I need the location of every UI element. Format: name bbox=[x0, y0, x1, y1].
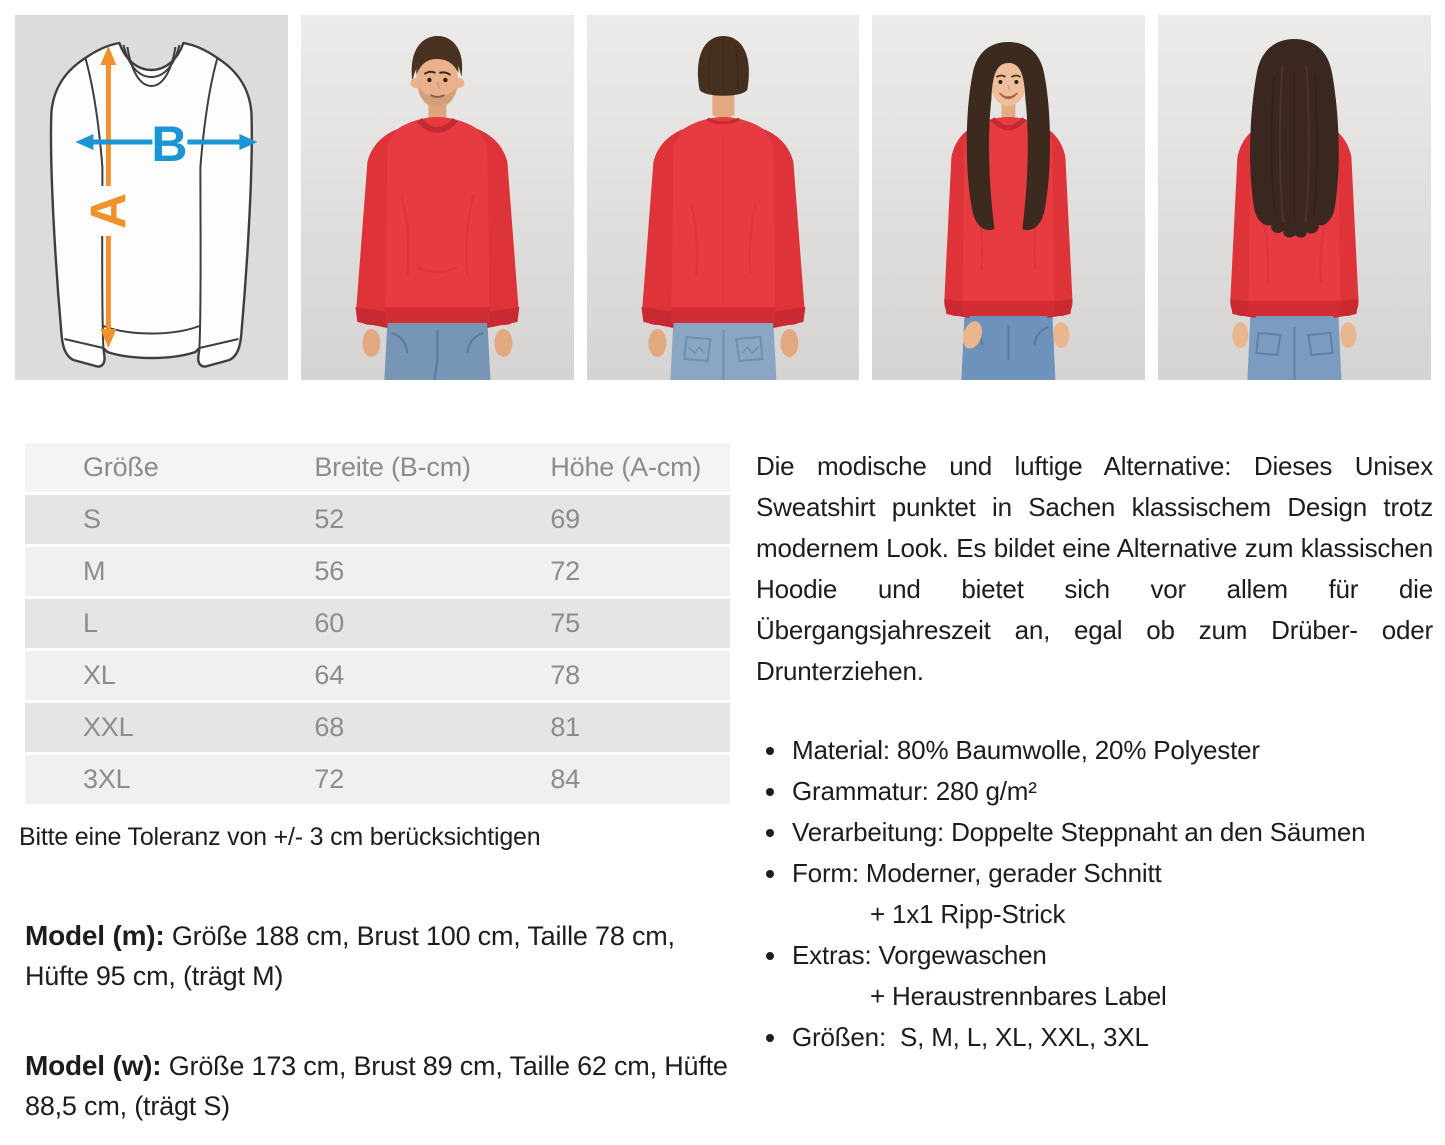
feature-material: Material: 80% Baumwolle, 20% Polyester bbox=[792, 735, 1260, 765]
cell-height: 81 bbox=[550, 712, 580, 742]
model-w-text: Größe 173 cm, Brust 89 cm, Taille 62 cm, Hüfte 88,5 cm, (trägt S) bbox=[25, 1051, 728, 1121]
size-table-header-row bbox=[25, 443, 730, 492]
table-row bbox=[25, 495, 730, 544]
description-column bbox=[756, 440, 1435, 1126]
col-header-height: Höhe (A-cm) bbox=[550, 452, 702, 482]
size-diagram-panel bbox=[15, 15, 288, 380]
table-row bbox=[25, 651, 730, 700]
cell-size: L bbox=[83, 608, 98, 638]
label-b: B bbox=[151, 116, 188, 172]
woman-front-illustration bbox=[872, 15, 1145, 380]
bullet-dot bbox=[766, 829, 774, 837]
bullet-dot bbox=[766, 788, 774, 796]
feature-extras-line1: Extras: Vorgewaschen bbox=[792, 940, 1047, 970]
list-item bbox=[756, 1023, 1433, 1051]
cell-width: 72 bbox=[314, 764, 345, 794]
feature-verarbeitung: Verarbeitung: Doppelte Steppnaht an den Säumen bbox=[792, 817, 1366, 847]
cell-height: 69 bbox=[550, 504, 580, 534]
feature-list bbox=[756, 736, 1433, 1051]
hand bbox=[494, 329, 512, 357]
product-description: Die modische und luftige Alternative: Dieses Unisex Sweatshirt punktet in Sachen klassischem Design trotz modernem Look. Es bildet eine Alternative zum klassischen Hoodie und bietet sich vor allem für die Übergangsjahreszeit an, egal ob zum Drüber- oder Drunterziehen. bbox=[756, 451, 1433, 686]
feature-extras bbox=[792, 941, 1167, 1010]
man-back-illustration bbox=[587, 15, 860, 380]
feature-form bbox=[792, 859, 1162, 928]
cell-size: 3XL bbox=[83, 764, 131, 794]
size-info-column bbox=[19, 440, 730, 1126]
cell-width: 60 bbox=[314, 608, 345, 638]
col-header-width: Breite (B-cm) bbox=[314, 452, 471, 482]
list-item bbox=[756, 941, 1433, 1010]
hand bbox=[1341, 322, 1357, 348]
model-m-text: Größe 188 cm, Brust 100 cm, Taille 78 cm, Hüfte 95 cm, (trägt M) bbox=[25, 921, 675, 991]
list-item bbox=[756, 818, 1433, 846]
model-w-info bbox=[25, 1046, 730, 1126]
list-item bbox=[756, 859, 1433, 928]
product-info-section bbox=[0, 380, 1445, 1126]
photo-woman-front bbox=[872, 15, 1145, 380]
product-image-gallery bbox=[0, 0, 1445, 380]
photo-man-front bbox=[301, 15, 574, 380]
cell-size: XXL bbox=[83, 712, 134, 742]
feature-form-line2: + 1x1 Ripp-Strick bbox=[870, 899, 1066, 929]
cell-width: 56 bbox=[314, 556, 345, 586]
cell-width: 68 bbox=[314, 712, 345, 742]
bullet-dot bbox=[766, 870, 774, 878]
bullet-dot bbox=[766, 952, 774, 960]
hand bbox=[1233, 322, 1249, 348]
cell-height: 84 bbox=[550, 764, 580, 794]
feature-extras-line2: + Heraustrennbares Label bbox=[870, 981, 1167, 1011]
sweatshirt bbox=[355, 117, 519, 328]
feature-form-line1: Form: Moderner, gerader Schnitt bbox=[792, 858, 1162, 888]
label-a: A bbox=[80, 193, 137, 229]
cell-height: 72 bbox=[550, 556, 580, 586]
woman-back-illustration bbox=[1158, 15, 1431, 380]
sweatshirt bbox=[641, 117, 805, 328]
sweatshirt bbox=[945, 117, 1073, 318]
list-item bbox=[756, 736, 1433, 764]
cell-width: 52 bbox=[314, 504, 345, 534]
hand bbox=[648, 329, 666, 357]
hand bbox=[1054, 322, 1070, 348]
hand bbox=[780, 329, 798, 357]
tolerance-note: Bitte eine Toleranz von +/- 3 cm berücksichtigen bbox=[19, 823, 541, 851]
bullet-dot bbox=[766, 747, 774, 755]
model-m-info bbox=[25, 916, 730, 996]
size-table bbox=[25, 440, 730, 807]
model-w-label: Model (w): bbox=[25, 1050, 162, 1081]
hand bbox=[362, 329, 380, 357]
man-front-illustration bbox=[301, 15, 574, 380]
bullet-dot bbox=[766, 1034, 774, 1042]
cell-size: M bbox=[83, 556, 106, 586]
list-item bbox=[756, 777, 1433, 805]
table-row bbox=[25, 703, 730, 752]
cell-width: 64 bbox=[314, 660, 345, 690]
cell-size: S bbox=[83, 504, 101, 534]
cell-height: 78 bbox=[550, 660, 580, 690]
photo-man-back bbox=[587, 15, 860, 380]
col-header-size: Größe bbox=[83, 452, 159, 482]
table-row bbox=[25, 755, 730, 804]
feature-groessen: Größen: S, M, L, XL, XXL, 3XL bbox=[792, 1022, 1149, 1052]
photo-woman-back bbox=[1158, 15, 1431, 380]
feature-grammatur: Grammatur: 280 g/m² bbox=[792, 776, 1037, 806]
size-diagram bbox=[15, 15, 288, 380]
table-row bbox=[25, 547, 730, 596]
model-m-label: Model (m): bbox=[25, 920, 165, 951]
cell-size: XL bbox=[83, 660, 116, 690]
cell-height: 75 bbox=[550, 608, 580, 638]
table-row bbox=[25, 599, 730, 648]
